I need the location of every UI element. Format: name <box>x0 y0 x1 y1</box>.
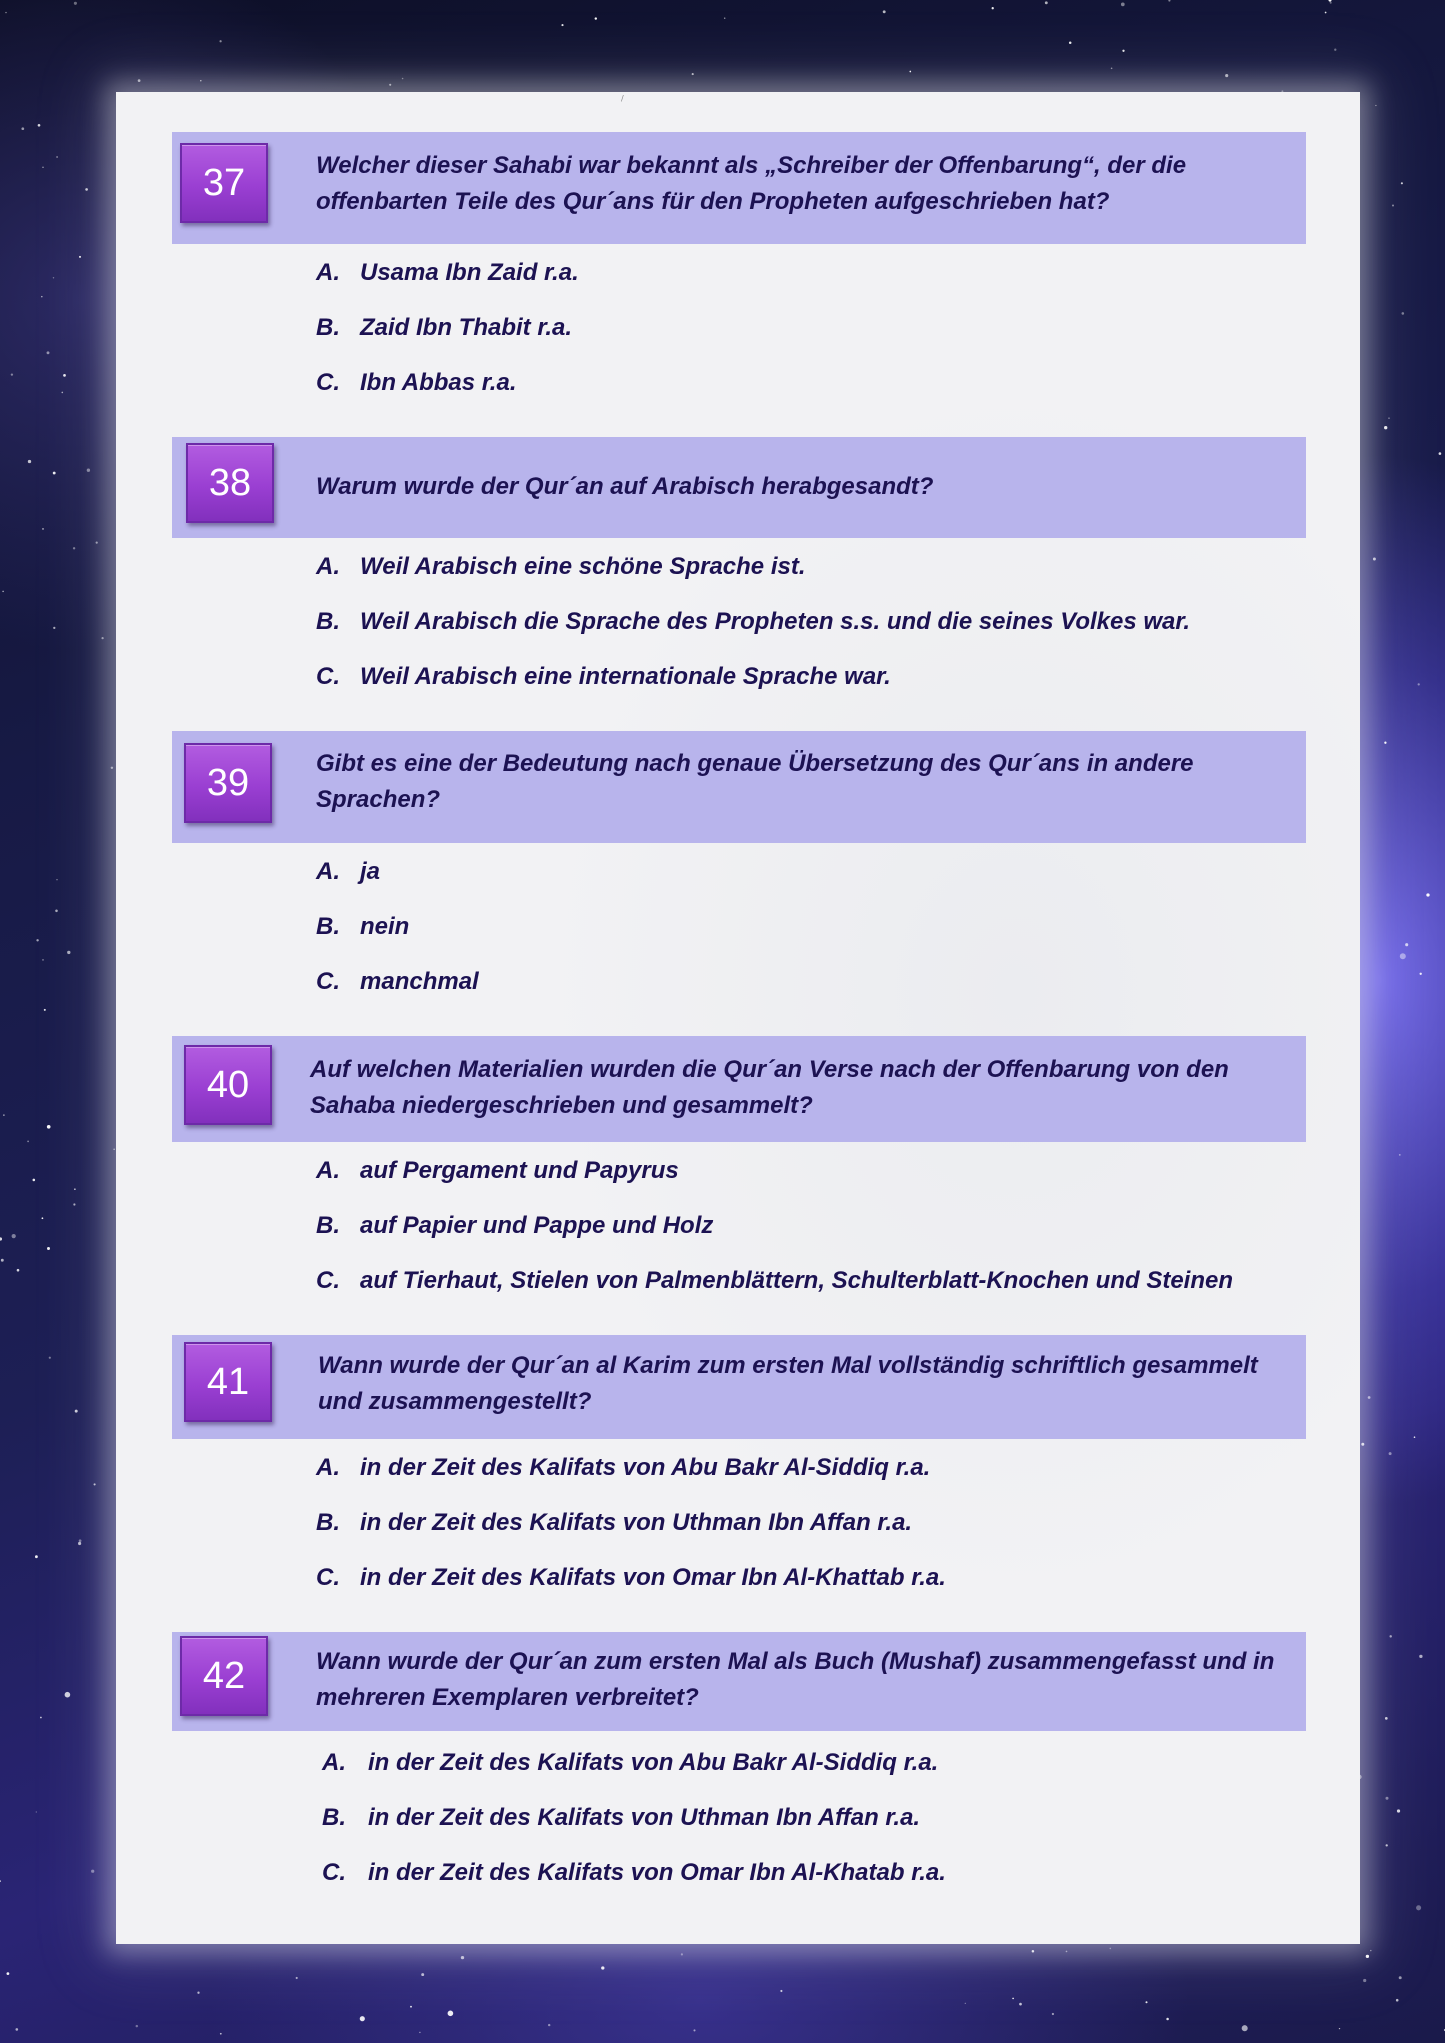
star <box>419 2032 420 2033</box>
star <box>1373 558 1376 561</box>
question-block-40 <box>172 1036 1306 1308</box>
answer-letter: C. <box>316 968 340 995</box>
star <box>73 1203 75 1205</box>
answer-text: Zaid Ibn Thabit r.a. <box>360 314 573 341</box>
star <box>780 1990 782 1992</box>
answer-option <box>172 245 1306 300</box>
answer-option <box>172 844 1306 899</box>
star <box>55 910 58 913</box>
answer-text: Weil Arabisch eine schöne Sprache ist. <box>360 553 806 580</box>
answer-text: nein <box>360 913 410 940</box>
star <box>1384 426 1387 429</box>
star <box>136 2025 138 2027</box>
answer-option <box>172 1253 1306 1308</box>
star <box>1339 2028 1340 2029</box>
answer-option <box>172 594 1306 649</box>
star <box>461 1956 464 1959</box>
answer-text: in der Zeit des Kalifats von Uthman Ibn Affan r.a. <box>360 1509 913 1536</box>
star <box>692 73 694 75</box>
star <box>101 637 103 639</box>
star <box>42 528 44 530</box>
answer-letter: C. <box>316 663 340 690</box>
question-bar <box>172 731 1306 843</box>
star <box>410 2006 412 2008</box>
star <box>1012 1998 1014 2000</box>
star <box>1392 204 1394 206</box>
star <box>1405 943 1408 946</box>
star <box>0 1237 2 1240</box>
answer-letter: B. <box>316 314 340 341</box>
star <box>96 542 98 544</box>
star <box>1416 1905 1421 1910</box>
star <box>27 1141 29 1143</box>
question-number-badge: 37 <box>180 143 268 223</box>
star <box>1401 182 1403 184</box>
star <box>1122 50 1124 52</box>
star <box>12 1234 16 1238</box>
star <box>219 40 221 42</box>
answer-option <box>172 355 1306 410</box>
star <box>296 1977 298 1979</box>
star <box>33 1179 36 1182</box>
star <box>114 1149 115 1150</box>
star <box>448 2010 454 2016</box>
star <box>1052 2013 1054 2015</box>
star <box>1439 452 1442 455</box>
star <box>1121 3 1125 7</box>
answer-letter: A. <box>316 1157 340 1184</box>
star <box>53 627 55 629</box>
star <box>1361 1443 1364 1446</box>
star <box>1366 1955 1369 1958</box>
star <box>35 1555 38 1558</box>
answer-option <box>172 1143 1306 1198</box>
question-text: Wann wurde der Qur´an zum ersten Mal als Buch (Mushaf) zusammengefasst und in mehreren Exemplaren verbreitet? <box>316 1648 1275 1711</box>
question-number-badge: 41 <box>184 1342 272 1422</box>
star <box>965 2003 966 2004</box>
star <box>548 2024 550 2026</box>
star <box>56 879 57 880</box>
star <box>1110 1948 1112 1950</box>
star <box>681 1953 683 1955</box>
answer-option <box>172 1550 1306 1605</box>
star <box>1386 1797 1389 1800</box>
star <box>1397 1809 1400 1812</box>
star <box>1399 1976 1402 1979</box>
star <box>47 1125 51 1129</box>
answer-letter: B. <box>316 913 340 940</box>
question-block-41 <box>172 1335 1306 1605</box>
star <box>1168 0 1170 2</box>
star <box>63 374 66 377</box>
star <box>91 1870 94 1873</box>
star <box>724 17 725 18</box>
star <box>1384 742 1386 744</box>
answer-text: manchmal <box>360 968 479 995</box>
question-text: Auf welchen Materialien wurden die Qur´an Verse nach der Offenbarung von den Sahaba niedergeschrieben und gesammelt? <box>310 1056 1229 1119</box>
star <box>15 2028 18 2031</box>
star <box>693 2029 695 2031</box>
answer-text: auf Pergament und Papyrus <box>360 1157 679 1184</box>
star <box>1375 105 1376 106</box>
star <box>1402 312 1405 315</box>
star <box>36 1811 37 1812</box>
answer-option <box>172 899 1306 954</box>
star <box>1325 12 1327 14</box>
star <box>1418 683 1420 685</box>
star <box>883 10 886 13</box>
answer-option <box>172 300 1306 355</box>
answer-letter: B. <box>316 608 340 635</box>
question-block-38 <box>172 437 1306 704</box>
answer-option <box>172 1440 1306 1495</box>
star <box>1019 2003 1022 2006</box>
star <box>200 80 201 81</box>
star <box>94 1483 96 1485</box>
answer-text: in der Zeit des Kalifats von Abu Bakr Al-Siddiq r.a. <box>368 1749 939 1776</box>
star <box>1330 2 1332 4</box>
answer-letter: C. <box>316 1564 340 1591</box>
star <box>360 2016 365 2021</box>
star <box>1066 1951 1068 1953</box>
answer-letter: A. <box>322 1749 346 1776</box>
star <box>1389 1452 1392 1455</box>
star <box>601 1966 604 1969</box>
star <box>1386 1844 1388 1846</box>
star <box>41 296 43 298</box>
answer-list <box>172 1143 1306 1308</box>
question-bar <box>172 1632 1306 1731</box>
answer-text: in der Zeit des Kalifats von Uthman Ibn Affan r.a. <box>368 1804 921 1831</box>
star <box>1 1259 4 1262</box>
star <box>11 373 13 375</box>
star <box>2 591 4 593</box>
question-block-37 <box>172 132 1306 410</box>
answer-text: Usama Ibn Zaid r.a. <box>360 259 579 286</box>
answer-list <box>172 1440 1306 1605</box>
answer-option <box>172 539 1306 594</box>
star <box>197 1992 199 1994</box>
answer-letter: B. <box>316 1509 340 1536</box>
star <box>1111 68 1113 70</box>
star <box>111 767 113 769</box>
star <box>49 1357 51 1359</box>
answer-letter: A. <box>316 858 340 885</box>
answer-letter: C. <box>316 1267 340 1294</box>
question-text: Warum wurde der Qur´an auf Arabisch herabgesandt? <box>316 473 934 500</box>
question-block-42 <box>172 1632 1306 1900</box>
question-number-badge: 39 <box>184 743 272 823</box>
answer-letter: A. <box>316 553 340 580</box>
star <box>1225 74 1228 77</box>
answer-option <box>172 649 1306 704</box>
star <box>561 24 563 26</box>
question-bar <box>172 1036 1306 1142</box>
star <box>1388 417 1389 418</box>
star <box>1069 42 1072 45</box>
answer-letter: C. <box>322 1859 346 1886</box>
star <box>220 2033 222 2035</box>
question-bar <box>172 1335 1306 1439</box>
star <box>67 951 70 954</box>
star <box>1426 893 1429 896</box>
star <box>1166 2018 1169 2021</box>
star <box>909 71 911 73</box>
question-text: Wann wurde der Qur´an al Karim zum ersten Mal vollständig schriftlich gesammelt und zusammengestellt? <box>318 1352 1258 1415</box>
star <box>47 1247 50 1250</box>
star <box>1370 1950 1371 1951</box>
star <box>79 1539 82 1542</box>
star <box>21 127 24 130</box>
answer-text: in der Zeit des Kalifats von Abu Bakr Al-Siddiq r.a. <box>360 1454 931 1481</box>
answer-text: Weil Arabisch die Sprache des Propheten s.s. und die seines Volkes war. <box>360 608 1191 635</box>
star <box>1419 1655 1422 1658</box>
answer-text: ja <box>360 858 381 885</box>
answer-option <box>172 1198 1306 1253</box>
star <box>85 188 88 191</box>
star <box>1414 1436 1416 1438</box>
star <box>74 2 77 5</box>
answer-letter: A. <box>316 259 340 286</box>
question-number-badge: 42 <box>180 1636 268 1716</box>
star <box>40 1717 42 1719</box>
star <box>1242 2025 1248 2031</box>
star <box>1385 1717 1388 1720</box>
answer-option <box>172 1735 1306 1790</box>
quiz-page <box>116 92 1360 1944</box>
star <box>42 959 44 961</box>
star <box>17 1269 20 1272</box>
answer-letter: B. <box>322 1804 346 1831</box>
answer-text: Ibn Abbas r.a. <box>360 369 517 396</box>
star <box>36 939 38 941</box>
star <box>992 7 994 9</box>
star <box>74 1188 75 1189</box>
star <box>3 1114 4 1115</box>
star <box>5 12 6 13</box>
star <box>38 124 41 127</box>
star <box>1145 2001 1147 2003</box>
star <box>389 84 391 86</box>
star <box>73 547 75 549</box>
star <box>47 351 50 354</box>
star <box>138 79 141 82</box>
page-mark: / <box>621 94 624 103</box>
star <box>53 472 56 475</box>
star <box>1420 973 1422 975</box>
star <box>1363 1979 1366 1982</box>
answer-list <box>172 844 1306 1009</box>
answer-letter: C. <box>316 369 340 396</box>
answer-option <box>172 1495 1306 1550</box>
question-number-badge: 38 <box>186 443 274 523</box>
answer-list <box>172 1735 1306 1900</box>
star <box>1045 1 1048 4</box>
answer-list <box>172 539 1306 704</box>
star <box>402 78 404 80</box>
star <box>42 1217 44 1219</box>
star <box>1396 1999 1399 2002</box>
star <box>1032 1950 1035 1953</box>
question-bar <box>172 437 1306 538</box>
star <box>53 277 54 278</box>
star <box>0 1880 1 1882</box>
star <box>28 460 31 463</box>
star <box>44 1009 46 1011</box>
star <box>1368 1396 1371 1399</box>
question-text: Gibt es eine der Bedeutung nach genaue Übersetzung des Qur´ans in andere Sprachen? <box>316 750 1194 813</box>
star <box>1400 953 1406 959</box>
question-text: Welcher dieser Sahabi war bekannt als „Schreiber der Offenbarung“, der die offenbarten Teile des Qur´ans für den Propheten aufgeschrieben hat? <box>316 152 1187 215</box>
star <box>42 167 43 168</box>
star <box>595 17 597 19</box>
star <box>7 1972 10 1975</box>
answer-option <box>172 1790 1306 1845</box>
question-bar <box>172 132 1306 244</box>
star <box>87 469 90 472</box>
star <box>61 392 63 394</box>
star <box>75 1410 78 1413</box>
star <box>1329 0 1332 2</box>
answer-letter: B. <box>316 1212 340 1239</box>
star <box>421 1973 424 1976</box>
answer-list <box>172 245 1306 410</box>
question-number-badge: 40 <box>184 1045 272 1125</box>
star <box>1389 1635 1391 1637</box>
answer-option <box>172 1845 1306 1900</box>
star <box>79 256 81 258</box>
answer-text: auf Tierhaut, Stielen von Palmenblättern, Schulterblatt-Knochen und Steinen <box>360 1267 1233 1294</box>
answer-text: Weil Arabisch eine internationale Sprache war. <box>360 663 891 690</box>
answer-letter: A. <box>316 1454 340 1481</box>
answer-text: in der Zeit des Kalifats von Omar Ibn Al-Khattab r.a. <box>360 1564 946 1591</box>
star <box>56 156 58 158</box>
answer-text: in der Zeit des Kalifats von Omar Ibn Al-Khatab r.a. <box>368 1859 946 1886</box>
star <box>65 1692 71 1698</box>
answer-text: auf Papier und Pappe und Holz <box>360 1212 714 1239</box>
question-block-39 <box>172 731 1306 1009</box>
star <box>1399 1154 1401 1156</box>
star <box>1334 49 1336 51</box>
star <box>78 1542 81 1545</box>
answer-option <box>172 954 1306 1009</box>
